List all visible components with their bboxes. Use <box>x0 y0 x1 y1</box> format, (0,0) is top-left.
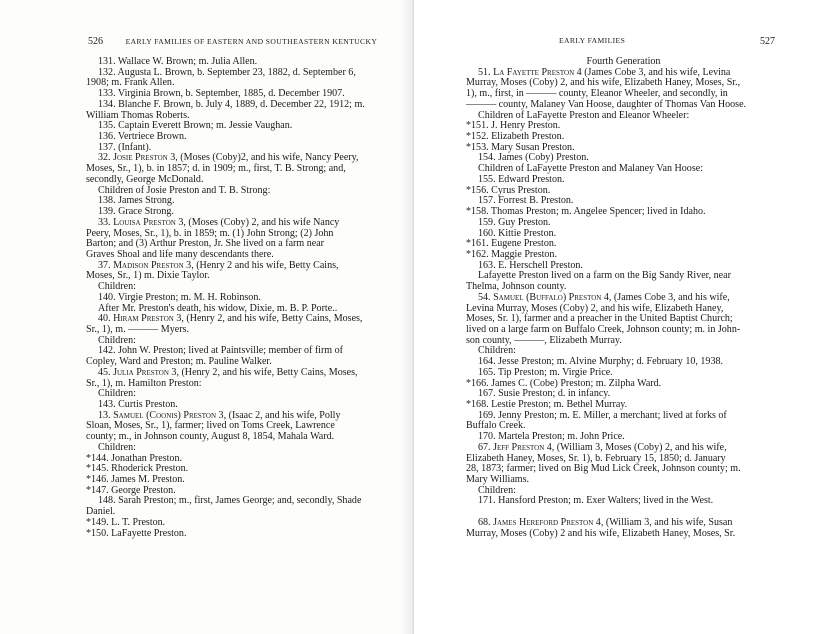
text-line: Levina Murray, Moses (Coby) 2, and his wife, Elizabeth Haney, <box>466 302 724 314</box>
entry-number: 40. <box>98 313 114 325</box>
text-line: Copley, Ward and Preston; m. Pauline Walker. <box>86 356 272 368</box>
text-line: 140. Virgie Preston; m. M. H. Robinson. <box>98 291 261 303</box>
text-line: 136. Vertriece Brown. <box>98 131 187 143</box>
text-line: *161. Eugene Preston. <box>466 238 557 250</box>
text-line: Fourth Generation <box>586 56 661 67</box>
text-line: 159. Guy Preston. <box>478 216 551 228</box>
person-name: Julia Preston <box>113 366 169 378</box>
text-line: Children: <box>98 334 136 346</box>
text-line: *168. Lestie Preston; m. Bethel Murray. <box>466 399 628 410</box>
text-line: 157. Forrest B. Preston. <box>478 195 574 207</box>
right-page <box>414 0 823 634</box>
person-name: Josie Preston <box>113 152 168 164</box>
left-text-column <box>86 57 396 539</box>
text-line: Elizabeth Haney, Moses, Sr. 1), b. February 15, 1850; d. January <box>466 452 726 464</box>
text-line: 170. Martela Preston; m. John Price. <box>478 431 625 443</box>
text-line: After Mr. Preston's death, his widow, Dixie, m. B. P. Porte.. <box>98 302 338 314</box>
entry-number: 45. <box>98 366 114 378</box>
text-line: 134. Blanche F. Brown, b. July 4, 1889, d. December 22, 1912; m. <box>98 98 365 110</box>
text-line: *146. James M. Preston. <box>86 474 185 486</box>
right-page-number-wrap <box>760 36 775 47</box>
text-line: 160. Kittie Preston. <box>478 227 557 239</box>
text-line: 148. Sarah Preston; m., first, James George; and, secondly, Shade <box>98 495 362 507</box>
person-name: Madison Preston <box>113 259 184 271</box>
right-text-column <box>466 57 781 539</box>
text-line: Peery, Moses, Sr., 1), b. in 1859; m. (1) John Strong; (2) John <box>86 227 334 239</box>
left-running-title: EARLY FAMILIES OF EASTERN AND SOUTHEASTERN KENTUCKY <box>125 37 378 46</box>
text-line: son county, ———, Elizabeth Murray. <box>466 334 622 346</box>
text-line: 131. Wallace W. Brown; m. Julia Allen. <box>98 56 258 67</box>
text-line: Graves Shoal and life many descendants there. <box>86 248 274 260</box>
text-line: 133. Virginia Brown, b. September, 1885, d. December 1907. <box>98 88 345 100</box>
entry-text: 3, (Henry 2 and his wife, Betty Cains, <box>183 259 339 271</box>
person-name: Hiram Preston <box>113 313 174 325</box>
text-line: Sr., 1), m. ——— Myers. <box>86 323 189 335</box>
person-name: Samuel (Coonis) Preston <box>113 409 217 421</box>
text-line: Murray, Moses (Coby) 2 and his wife, Elizabeth Haney, Moses, Sr. <box>466 527 736 539</box>
text-line: Mary Williams. <box>466 474 530 486</box>
text-line: 1908; m. Frank Allen. <box>86 77 175 89</box>
entry-number: 68. <box>478 516 494 528</box>
entry-text: 3, (Moses (Coby) 2, and his wife Nancy <box>175 216 340 228</box>
text-line: 163. E. Herschell Preston. <box>478 259 583 271</box>
text-line: Lafayette Preston lived on a farm on the Big Sandy River, near <box>478 270 731 282</box>
text-line: *162. Maggie Preston. <box>466 248 557 260</box>
text-line: Moses, Sr., 1) m. Dixie Taylor. <box>86 270 210 282</box>
text-line <box>86 368 396 379</box>
text-line: *147. George Preston. <box>86 484 176 496</box>
entry-number: 54. <box>478 291 494 303</box>
text-line: Moses, Sr. 1), farmer and a preacher in the United Baptist Church; <box>466 313 733 325</box>
person-name: Jeff Preston <box>493 441 545 453</box>
left-page-number: 526 <box>88 36 103 47</box>
text-line: 155. Edward Preston. <box>478 173 565 185</box>
text-line: 138. James Strong. <box>98 195 175 207</box>
text-line: Buffalo Creek. <box>466 420 526 432</box>
text-line: 164. Jesse Preston; m. Alvine Murphy; d. February 10, 1938. <box>478 356 724 368</box>
text-line: 1), m., first, in ——— county, Eleanor Wheeler, and secondly, in <box>466 88 728 100</box>
text-line <box>466 293 781 304</box>
entry-number: 32. <box>98 152 114 164</box>
text-line: *145. Rhoderick Preston. <box>86 463 189 475</box>
text-line: ——— county, Malaney Van Hoose, daughter of Thomas Van Hoose. <box>466 98 747 110</box>
text-line: *153. Mary Susan Preston. <box>466 141 575 153</box>
text-line: 169. Jenny Preston; m. E. Miller, a merchant; lived at forks of <box>478 409 727 421</box>
person-name: Samuel (Buffalo) Preston <box>493 291 602 303</box>
text-line: Children: <box>98 388 136 400</box>
entry-text: 3, (Isaac 2, and his wife, Polly <box>216 409 341 421</box>
text-line: *150. LaFayette Preston. <box>86 527 187 539</box>
text-line <box>86 218 396 229</box>
entry-number: 51. <box>478 66 494 78</box>
text-line: Thelma, Johnson county. <box>466 281 567 293</box>
entry-text: 3, (Moses (Coby)2, and his wife, Nancy Peery, <box>167 152 359 164</box>
text-line: lived on a large farm on Buffalo Creek, Johnson county; m. in John- <box>466 323 741 335</box>
text-line: *166. James C. (Cobe) Preston; m. Zilpha Ward. <box>466 377 662 389</box>
entry-number: 13. <box>98 409 114 421</box>
text-line: Sr., 1), m. Hamilton Preston: <box>86 377 202 389</box>
text-line: secondly, George McDonald. <box>86 173 204 185</box>
right-running-title: EARLY FAMILIES <box>559 36 626 45</box>
text-line: Children of LaFayette Preston and Eleanor Wheeler: <box>478 109 690 121</box>
text-line: 142. John W. Preston; lived at Paintsville; member of firm of <box>98 345 344 357</box>
text-line: Moses, Sr., 1), b. in 1857; d. in 1909; m., first, T. B. Strong; and, <box>86 163 346 175</box>
text-line: Murray, Moses (Coby) 2, and his wife, Elizabeth Haney, Moses, Sr., <box>466 77 741 89</box>
text-line: *158. Thomas Preston; m. Angelee Spencer; lived in Idaho. <box>466 206 706 218</box>
text-line: Sloan, Moses, Sr., 1), farmer; lived on Toms Creek, Lawrence <box>86 420 335 432</box>
text-line: 132. Augusta L. Brown, b. September 23, 1882, d. September 6, <box>98 66 356 78</box>
text-line: Children: <box>98 441 136 453</box>
person-name: James Hereford Preston <box>493 516 594 528</box>
entry-text: 3, (Henry 2, and his wife, Betty Cains, Moses, <box>173 313 363 325</box>
text-line: 167. Susie Preston; d. in infancy. <box>478 388 611 400</box>
text-line: 143. Curtis Preston. <box>98 399 178 410</box>
person-name: Louisa Preston <box>113 216 176 228</box>
text-line: 171. Hansford Preston; m. Exer Walters; lived in the West. <box>478 495 714 507</box>
entry-text: 4, (William 3, and his wife, Susan <box>593 516 733 528</box>
text-line: 139. Grace Strong. <box>98 206 174 218</box>
person-name: La Fayette Preston <box>493 66 575 78</box>
text-line: *144. Jonathan Preston. <box>86 452 182 464</box>
text-line: Children: <box>98 281 136 293</box>
entry-text: 4, (William 3, Moses (Coby) 2, and his wife, <box>544 441 727 453</box>
text-line: county; m., in Johnson county, August 8, 1854, Mahala Ward. <box>86 431 335 443</box>
text-line: Children: <box>478 345 516 357</box>
text-line: *151. J. Henry Preston. <box>466 120 561 132</box>
text-line: 137. (Infant). <box>98 141 152 153</box>
text-line: 165. Tip Preston; m. Virgie Price. <box>478 366 613 378</box>
text-line: William Thomas Roberts. <box>86 109 190 121</box>
entry-text: 4, (James Cobe 3, and his wife, <box>601 291 730 303</box>
left-running-head <box>88 36 377 47</box>
entry-text: 3, (Henry 2, and his wife, Betty Cains, Moses, <box>168 366 358 378</box>
text-line: Children: <box>478 484 516 496</box>
entry-number: 37. <box>98 259 114 271</box>
right-page-number: 527 <box>760 36 775 47</box>
entry-number: 33. <box>98 216 114 228</box>
text-line: 28, 1873; farmer; lived on Big Mud Lick Creek, Johnson county; m. <box>466 463 741 475</box>
text-line: 135. Captain Everett Brown; m. Jessie Vaughan. <box>98 120 293 132</box>
entry-text: 4 (James Cobe 3, and his wife, Levina <box>574 66 731 78</box>
text-line: *149. L. T. Preston. <box>86 516 166 528</box>
text-line: Barton; and (3) Arthur Preston, Jr. She lived on a farm near <box>86 238 324 250</box>
text-line: Children of LaFayette Preston and Malaney Van Hoose: <box>478 163 703 175</box>
text-line: Daniel. <box>86 506 116 518</box>
text-line: 154. James (Coby) Preston. <box>478 152 589 164</box>
text-line: Children of Josie Preston and T. B. Strong: <box>98 184 271 196</box>
entry-number: 67. <box>478 441 494 453</box>
text-line <box>466 443 781 454</box>
text-line: *156. Cyrus Preston. <box>466 184 551 196</box>
text-line: *152. Elizabeth Preston. <box>466 131 565 143</box>
